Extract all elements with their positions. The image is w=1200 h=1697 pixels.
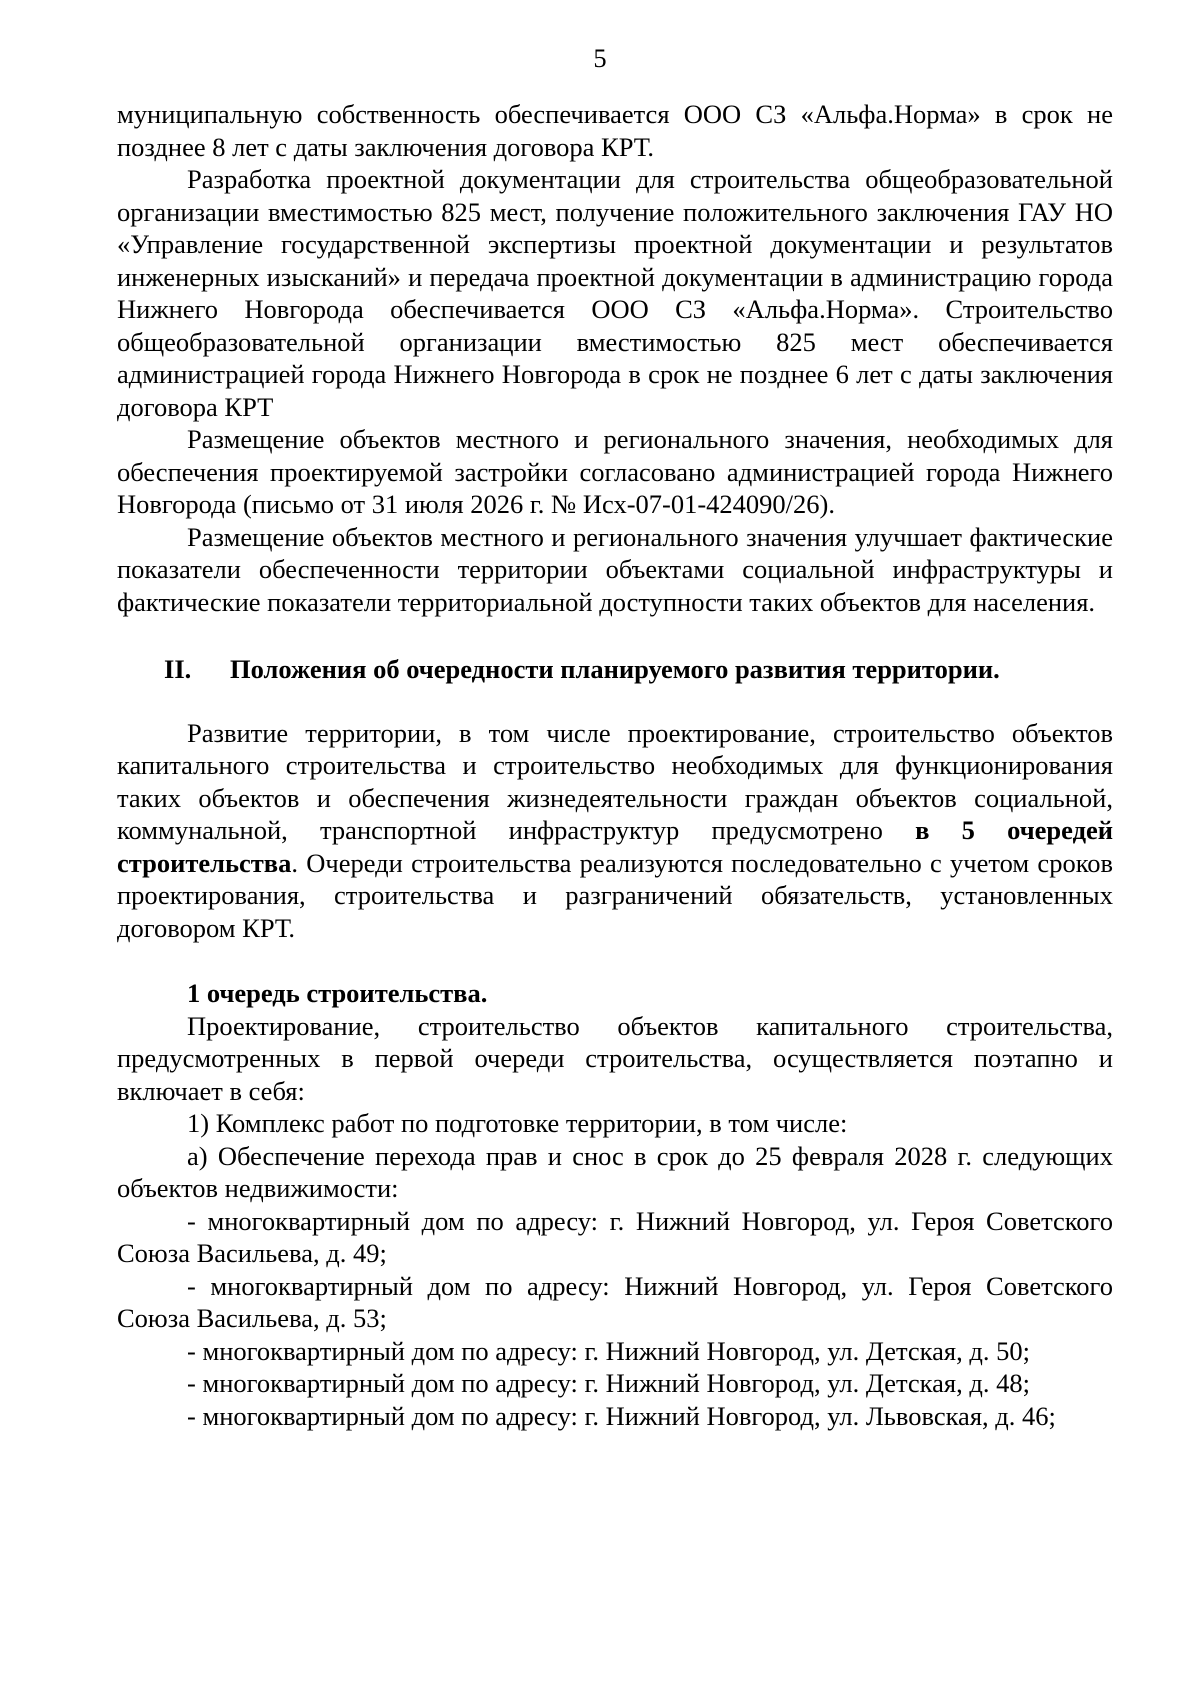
stage-1-item-1a: а) Обеспечение перехода прав и снос в срок до 25 февраля 2028 г. следующих объектов недвижимости:: [117, 1140, 1113, 1203]
paragraph-ownership: муниципальную собственность обеспечивается ООО СЗ «Альфа.Норма» в срок не позднее 8 лет с даты заключения договора КРТ.: [117, 99, 1113, 162]
document-body: [117, 98, 1113, 1432]
page-number: 5: [593, 43, 607, 73]
section-number: II.: [164, 654, 192, 684]
demolition-object: - многоквартирный дом по адресу: г. Нижний Новгород, ул. Детская, д. 48;: [187, 1368, 1030, 1398]
stage-1-item-1: 1) Комплекс работ по подготовке территории, в том числе:: [187, 1108, 848, 1138]
stage-1-description: Проектирование, строительство объектов капитального строительства, предусмотренных в первой очереди строительства, осуществляется поэтапно и включает в себя:: [117, 1010, 1113, 1106]
demolition-object: - многоквартирный дом по адресу: г. Нижний Новгород, ул. Львовская, д. 46;: [187, 1400, 1056, 1431]
section-heading: [117, 653, 1113, 686]
paragraph-placement-agreed: Размещение объектов местного и регионального значения, необходимых для обеспечения проектируемой застройки согласовано администрацией города Нижнего Новгорода (письмо от 31 июля 2026 г. № Исх-07-01-424090/26).: [117, 424, 1113, 519]
section-title: Положения об очередности планируемого развития территории.: [230, 654, 1000, 684]
intro-text-end: . Очереди строительства реализуются последовательно с учетом сроков проектирования, строительства и разграничений обязательств, установленных договором КРТ.: [117, 847, 1113, 943]
spacer: [117, 618, 1113, 653]
spacer: [117, 944, 1113, 977]
paragraph-design-documentation: Разработка проектной документации для строительства общеобразовательной организации вместимостью 825 мест, получение положительного заключения ГАУ НО «Управление государственной экспертизы проектной документации и результатов инженерных изысканий» и передача проектной документации в администрацию города Нижнего Новгорода обеспечивается ООО СЗ «Альфа.Норма». Строительство общеобразовательной организации вместимостью 825 мест обеспечивается администрацией города Нижнего Новгорода в срок не позднее 6 лет с даты заключения договора КРТ: [117, 164, 1113, 422]
intro-stages-count: в 5 очередей строительства: [117, 815, 1114, 878]
demolition-object: - многоквартирный дом по адресу: Нижний Новгород, ул. Героя Советского Союза Васильева, д. 53;: [117, 1270, 1113, 1333]
demolition-object: - многоквартирный дом по адресу: г. Нижний Новгород, ул. Детская, д. 50;: [187, 1335, 1030, 1366]
stage-1-heading: 1 очередь строительства.: [187, 978, 488, 1008]
spacer: [117, 686, 1113, 717]
paragraph-placement-improves: Размещение объектов местного и регионального значения улучшает фактические показатели обеспеченности территории объектами социальной инфраструктуры и фактические показатели территориальной доступности таких объектов для населения.: [117, 521, 1113, 617]
demolition-object: - многоквартирный дом по адресу: г. Нижний Новгород, ул. Героя Советского Союза Васильева, д. 49;: [117, 1205, 1113, 1268]
intro-text-start: Развитие территории, в том числе проектирование, строительство объектов капитального строительства и строительство необходимых для функционирования таких объектов и обеспечения жизнедеятельности граждан объектов социальной, коммунальной, транспортной инфраструктур предусмотрено: [117, 717, 1113, 845]
paragraph-section-intro: [117, 717, 1113, 945]
